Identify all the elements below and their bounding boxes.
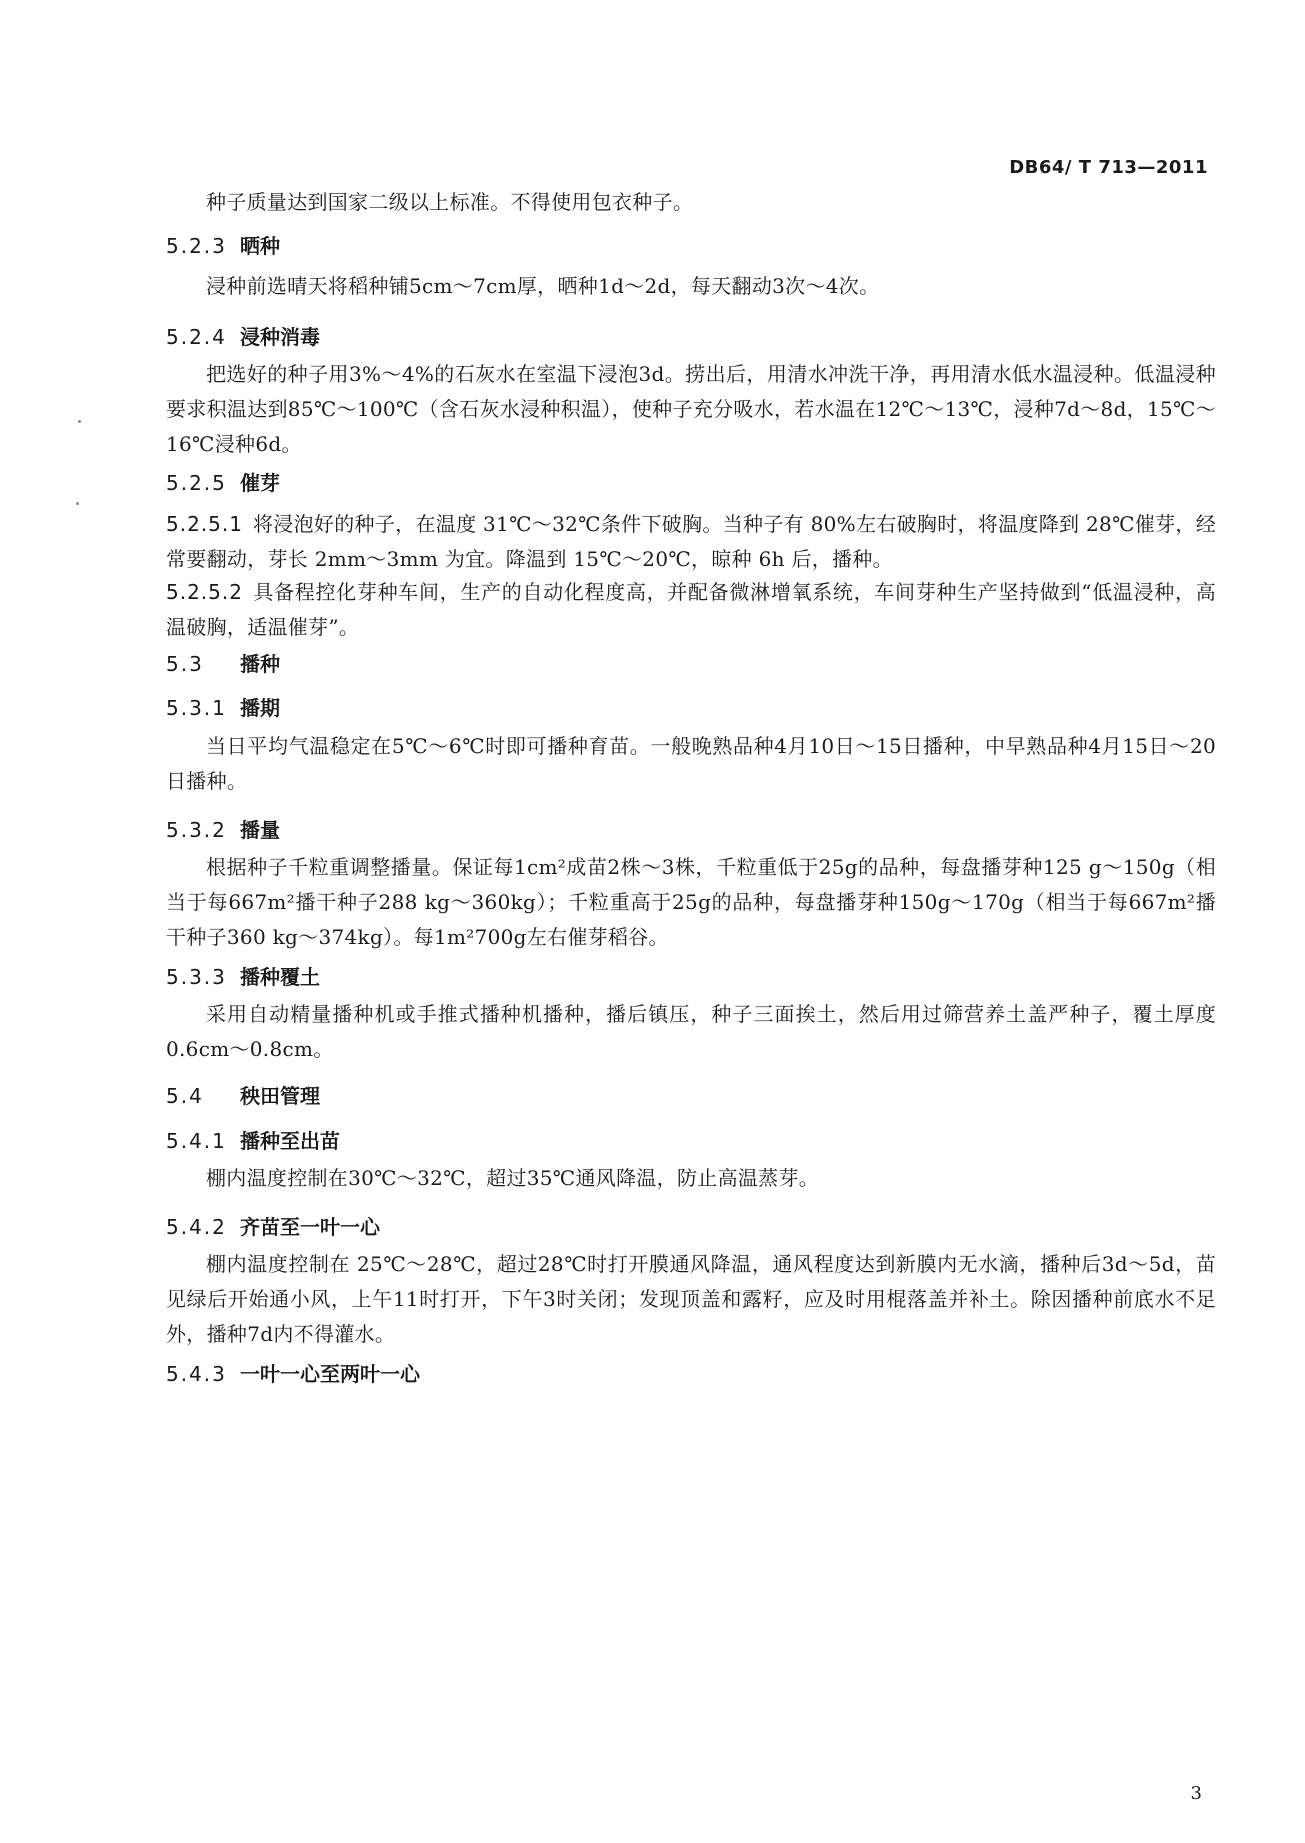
section-title: 催芽 xyxy=(240,471,280,495)
section-number: 5.3.1 xyxy=(166,696,227,720)
paragraph-5-4-2: 棚内温度控制在 25℃～28℃，超过28℃时打开膜通风降温，通风程度达到新膜内无水滴，播种后3d～5d，苗见绿后开始通小风，上午11时打开，下午3时关闭；发现顶盖和露籽，应及时用棍落盖并补土。除因播种前底水不足外，播种7d内不得灌水。 xyxy=(166,1252,1216,1346)
section-title: 一叶一心至两叶一心 xyxy=(240,1362,420,1386)
heading-5-3 xyxy=(166,650,1216,678)
paragraph-5-2-5-1 xyxy=(166,507,1216,577)
section-title: 秧田管理 xyxy=(240,1084,320,1108)
section-title: 播种至出苗 xyxy=(240,1129,340,1153)
page-number: 3 xyxy=(1190,1783,1202,1804)
section-number: 5.2.4 xyxy=(166,325,227,349)
heading-5-4-2 xyxy=(166,1213,1216,1241)
section-title: 播量 xyxy=(240,818,280,842)
paragraph-5-3-2: 根据种子千粒重调整播量。保证每1cm²成苗2株～3株，千粒重低于25g的品种，每盘播芽种125 g～150g（相当于每667m²播干种子288 kg～360kg）；千粒重高于25g的品种，每盘播芽种150g～170g（相当于每667m²播干种子360 kg～374kg）。每1m²700g左右催芽稻谷。 xyxy=(166,855,1216,949)
paragraph-5-3-1: 当日平均气温稳定在5℃～6℃时即可播种育苗。一般晚熟品种4月10日～15日播种，中早熟品种4月15日～20日播种。 xyxy=(166,734,1216,793)
scan-speck xyxy=(76,502,79,505)
section-number: 5.2.3 xyxy=(166,234,227,258)
heading-5-2-5 xyxy=(166,469,1216,497)
section-number: 5.4.1 xyxy=(166,1129,227,1153)
section-title: 播期 xyxy=(240,696,280,720)
section-title: 播种覆土 xyxy=(240,965,320,989)
section-number: 5.3 xyxy=(166,652,204,676)
section-title: 播种 xyxy=(240,652,280,676)
heading-5-3-2 xyxy=(166,816,1216,844)
scan-speck xyxy=(78,420,81,423)
paragraph-5-4-1: 棚内温度控制在30℃～32℃，超过35℃通风降温，防止高温蒸芽。 xyxy=(206,1166,820,1190)
section-number: 5.2.5.2 xyxy=(166,580,243,604)
heading-5-2-4 xyxy=(166,323,1216,351)
section-number: 5.4.3 xyxy=(166,1362,227,1386)
heading-5-2-3 xyxy=(166,232,1216,260)
section-title: 浸种消毒 xyxy=(240,325,320,349)
section-title: 晒种 xyxy=(240,234,280,258)
heading-5-4 xyxy=(166,1082,1216,1110)
paragraph-5-2-4: 把选好的种子用3%～4%的石灰水在室温下浸泡3d。捞出后，用清水冲洗干净，再用清水低水温浸种。低温浸种要求积温达到85℃～100℃（含石灰水浸种积温），使种子充分吸水，若水温在12℃～13℃，浸种7d～8d，15℃～16℃浸种6d。 xyxy=(166,362,1216,456)
paragraph-text: 具备程控化芽种车间，生产的自动化程度高，并配备微淋增氧系统，车间芽种生产坚持做到“低温浸种，高温破胸，适温催芽”。 xyxy=(166,580,1216,639)
section-title: 齐苗至一叶一心 xyxy=(240,1215,380,1239)
paragraph-continued: 种子质量达到国家二级以上标准。不得使用包衣种子。 xyxy=(206,190,694,214)
heading-5-4-3 xyxy=(166,1360,1216,1388)
section-number: 5.4.2 xyxy=(166,1215,227,1239)
paragraph-5-2-5-2 xyxy=(166,575,1216,645)
heading-5-3-3 xyxy=(166,963,1216,991)
section-number: 5.2.5.1 xyxy=(166,512,243,536)
document-code: DB64/ T 713—2011 xyxy=(1009,157,1208,178)
paragraph-text: 将浸泡好的种子，在温度 31℃～32℃条件下破胸。当种子有 80%左右破胸时，将温度降到 28℃催芽，经常要翻动，芽长 2mm～3mm 为宜。降温到 15℃～20℃，晾种 6h 后，播种。 xyxy=(166,512,1216,571)
paragraph-5-2-3: 浸种前选晴天将稻种铺5cm～7cm厚，晒种1d～2d，每天翻动3次～4次。 xyxy=(206,274,880,298)
heading-5-4-1 xyxy=(166,1127,1216,1155)
section-number: 5.3.2 xyxy=(166,818,227,842)
paragraph-5-3-3: 采用自动精量播种机或手推式播种机播种，播后镇压，种子三面挨土，然后用过筛营养土盖严种子，覆土厚度0.6cm～0.8cm。 xyxy=(166,1002,1216,1061)
section-number: 5.3.3 xyxy=(166,965,227,989)
section-number: 5.4 xyxy=(166,1084,204,1108)
section-number: 5.2.5 xyxy=(166,471,227,495)
heading-5-3-1 xyxy=(166,694,1216,722)
